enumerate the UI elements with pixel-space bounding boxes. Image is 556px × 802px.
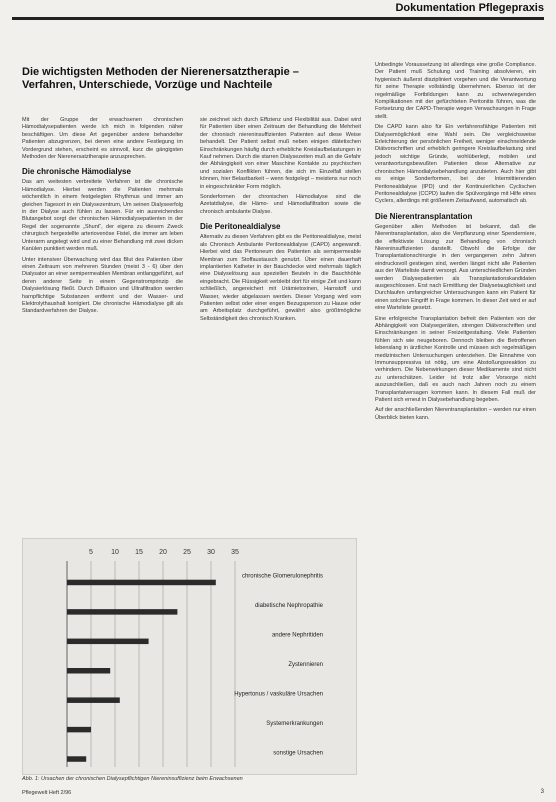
tick-label: 5: [89, 549, 93, 556]
bar: [67, 580, 216, 586]
tick-label: 30: [207, 549, 215, 556]
bar: [67, 727, 91, 733]
section-heading-haemodialyse: Die chronische Hämodialyse: [22, 167, 131, 177]
paragraph: Unbedingte Voraussetzung ist allerdings eine große Compliance. Der Patient muß Schulung und Training absolvieren, ein hygienisch äußerst diszipliniert vorgehen und die Verantwortung für seine Therapie vollständig übernehmen. Ebenso ist der regelmäßige Fortbildungen kann zu schwerwiegenden Komplikationen mit der gefürchteten Peritonitis führen, was die Fortsetzung der CAPD-Therapie wegen Verwachsungen in Frage stellt.: [375, 62, 536, 120]
figure-chart: [22, 538, 357, 775]
tick-label: 20: [159, 549, 167, 556]
tick-label: 10: [111, 549, 119, 556]
paragraph: Mit der Gruppe der erwachsenen chronischen Hämodialysepatienten werde ich mich in folgenden näher beschäftigen. Um diese Art gegenüber andere behandelter Patienten abzugrenzen, bei denen eine andere Festlegung im Vordergrund stehen, erscheint es sinnvoll, kurz die gängigsten Methoden der Nierenersatztherapie anzusprechen.: [22, 117, 183, 161]
bar: [67, 609, 177, 615]
paragraph: Eine erfolgreiche Transplantation befreit den Patienten von der Abhängigkeit von Dialysegeräten, strengen Diätvorschriften und Einschränkungen in seiner Freizeitgestaltung. Viele Patienten fühlen sich wie neugeboren. Dennoch bleiben die Betroffenen lebenslang in ärztlicher Kontrolle und müssen sich regelmäßigen medizinischen Untersuchungen unterziehen. Die Einnahme von Immunsuppressiva ist nötig, um eine Abstoßungsreaktion zu verhindern. Die Nebenwirkungen dieser Medikamente sind nicht zu unterschätzen. Leider ist trotz aller Vorsorge nicht auszuschließen, daß es auch nach Jahren noch zu einem Transplantatversagen kommen kann. In diesem Fall muß der Patient sich erneut in Dialysebehandlung begeben.: [375, 315, 536, 404]
category-label: diabetische Nephropathie: [254, 603, 323, 610]
category-label: Hypertonus / vaskuläre Ursachen: [234, 691, 323, 698]
tick-label: 15: [135, 549, 143, 556]
bar: [67, 756, 86, 762]
bar: [67, 697, 120, 703]
bar-chart: [23, 539, 356, 774]
paragraph: sie zeichnet sich durch Effizienz und Flexibilität aus. Dabei wird für Patienten über einen Zeitraum der Behandlung die Mehrheit der chronisch niereninsuffizienten Patienten auf diese Weise behandelt. Der Patient selbst muß neben einigen diätetischen Einschränkungen häufig durch erhebliche Kreislaufbelastungen in Kauf nehmen. Durch die starren Dialysezeiten muß an die Gefahr der Abhängigkeit von einer Maschine Kontakte zu psychischen und sozialen Konflikten führen, die sich im Einzelfall stellen können, hier Belastbarkeit – wenn festgelegt – meistens nur noch in eingeschränkter Form möglich.: [200, 117, 361, 190]
article-title: Die wichtigsten Methoden der Nierenersatztherapie – Verfahren, Unterschiede, Vorzüge und Nachteile: [22, 66, 299, 91]
section-heading-nierentransplantation: Die Nierentransplantation: [375, 211, 473, 221]
text-column-1: [22, 117, 183, 319]
category-label: chronische Glomerulonephritis: [241, 573, 323, 580]
category-label: Zystennieren: [288, 662, 323, 668]
paragraph: Das am weitesten verbreitete Verfahren ist die chronische Hämodialyse. Hierbei werden die Patienten mehrmals wöchentlich in einem festgelegten Rhythmus und immer am gleichen Tagesort in ein Dialysezentrum, Um seinen Dialyseerfolg in der Dialyse auch fühlen zu lassen. Für ein ausreichendes Blutangebot sorgt der chronischen Hämodialysepatienten in der Regel der sogenannte „Shunt“, der eigens zu diesem Zweck chirurgisch hergestellte arteriovenöse Fistel, die immer am leben Unterarm angelegt wird und zu einer Behandlung mit zwei dicken Kanülen punktiert werden muß.: [22, 179, 183, 253]
paragraph: Die CAPD kann also für Ein verfahrensfähige Patienten mit Dialysemöglichkeit eine Wahl sein. Die vergleichsweise Erleichterung der persönlichen Freiheit, weniger einschneidende Diätvorschriften und erheblich geringere Kreislaufbelastung sind jedoch wichtige Gründe, wohlüberlegt, mobilen und verantwortungsbewußten Patienten diese Alternative zur chronischen Hämodialysebehandlung anzubieten. Auch hier gibt es einige Sonderformen, bei der Intermittierenden Peritonealdialyse (IPD) und der Kontinuierlichen Cyclischen Peritonealdialyse (CCPD) laufen die Spülvorgänge mit Hilfe eines Cyclers, allerdings mit größerem Zeitaufwand, automatisch ab.: [375, 124, 536, 205]
paragraph: Alternativ zu diesen Verfahren gibt es die Peritonealdialyse, meist als Chronisch Ambulante Peritonealdialyse (CAPD) angewandt. Hierbei wird das Peritoneum des Patienten als semipermeable Membran zum Stoffaustausch genutzt. Über einen dauerhaft implantierten Katheter in der Bauchdecke wird mehrmals täglich eine Dialyselösung aus speziellen Beuteln in die Bauchhöhle eingebracht. Die Flüssigkeit verbleibt dort für einige Zeit und kann schließlich, angereichert mit Urämietoxinen, Harnstoff und Wasser, wieder abgelassen werden. Dieser Vorgang wird vom Patienten selbst oder einer engen Bezugsperson zu Hause oder am Arbeitsplatz durchgeführt, gewährt also größtmögliche Selbständigkeit des chronisch Kranken.: [200, 234, 361, 322]
category-label: Systemerkrankungen: [266, 720, 323, 727]
tick-label: 35: [231, 549, 239, 556]
text-column-3: [375, 62, 536, 425]
section-header: Dokumentation Pflegepraxis: [395, 2, 544, 14]
figure-caption: Abb. 1: Ursachen der chronischen Dialysepflichtigen Niereninsuffizienz beim Erwachsenen: [22, 776, 243, 782]
paragraph: Auf der anschließenden Nierentransplantation – werden nur einen Überblick bieten kann.: [375, 407, 536, 421]
text-column-2: [200, 117, 361, 326]
header-rule: [12, 17, 544, 20]
bar: [67, 668, 110, 674]
bar: [67, 639, 149, 645]
page-number: 3: [540, 789, 544, 795]
paragraph: Unter intensiver Überwachung wird das Blut des Patienten über einen Zeitraum von mehreren Stunden (meist 3 - 6) über den Dialysator an einer semipermeablen Membran entlanggeführt, auf deren anderer Seite in einem Gegenstromprinzip die Dialysierlösung fließt. Durch Diffusion und Ultrafiltration werden harnpflichtige Substanzen entfernt und der Wasser- und Elektrolythaushalt korrigiert. Die chronische Hämodialyse gilt als Standardverfahren der Dialyse.: [22, 256, 183, 315]
section-heading-peritonealdialyse: Die Peritonealdialyse: [200, 222, 281, 232]
paragraph: Sonderformen der chronischen Hämodialyse sind die Azetatdialyse, die Hämo- und Hämodiafiltration sowie die chronisch ambulante Dialyse.: [200, 194, 361, 215]
tick-label: 25: [183, 549, 191, 556]
category-label: andere Nephritiden: [271, 632, 323, 639]
category-label: sonstige Ursachen: [273, 750, 323, 757]
footer-issue: Pflegewelt Heft 2/96: [22, 790, 72, 796]
paragraph: Gegenüber allen Methoden ist bekannt, daß die Nierentransplantation, also die Verpflanzung einer Spenderniere, die effektivste Lösung zur Behandlung von chronisch Niereninsuffizienten darstellt. Obwohl die Erfolge der Transplantationschirurgie in den vergangenen zehn Jahren eindrucksvoll gestiegen sind, werden längst nicht alle Patienten aus der Warteliste damit versorgt. Aus unterschiedlichen Gründen werden Dialysepatienten als Transplantationskandidaten ausgeschlossen. Erst nach Ermittlung der Dialysetauglichkeit und Durchlaufen umfangreicher Untersuchungen kann ein Patient für einen solchen Eingriff in Frage kommen. In dieser Zeit wird er auf eine Warteliste gesetzt.: [375, 223, 536, 312]
